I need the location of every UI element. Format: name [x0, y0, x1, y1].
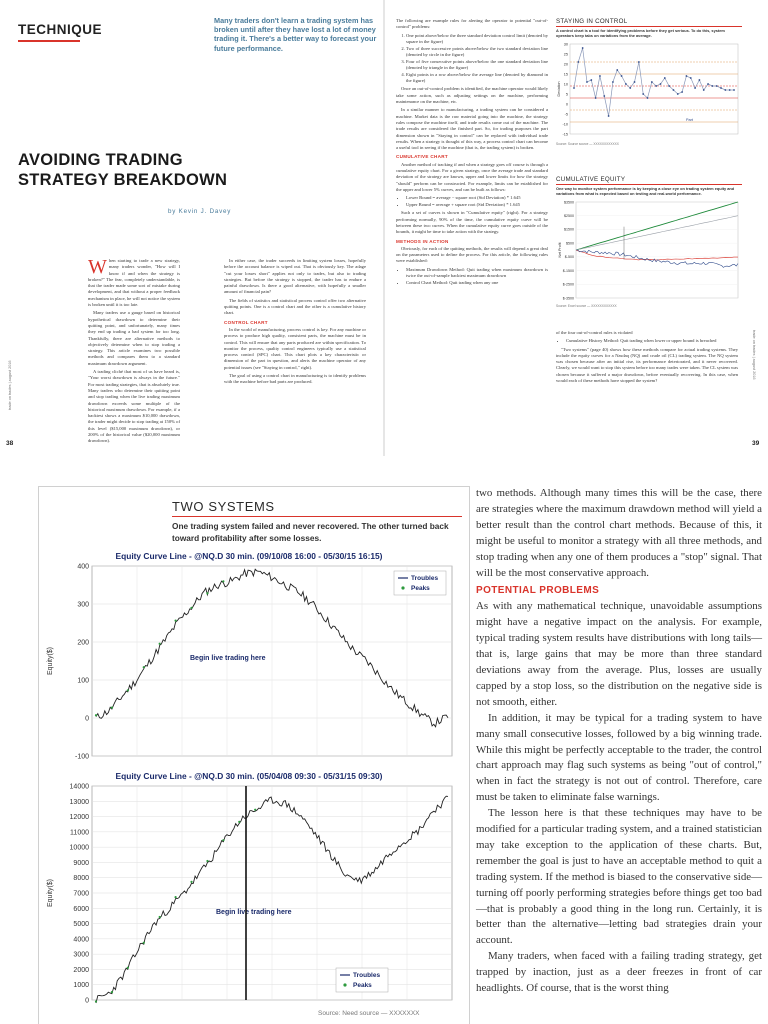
tick-label: 9000 [73, 859, 89, 867]
paragraph: two methods. Although many times this will be the case, there are strategies where the maximum drawdown method will yield a better result than the control chart methods. Because of this, it might be useful to monitor a strategy with all three methods, and stop trading when any one of them produces a "stop" signal. That will be the most conservative approach. [476, 487, 762, 579]
tick-label: $-500 [564, 255, 574, 260]
tick-label: 13000 [69, 798, 89, 806]
legend-label: Peaks [353, 982, 372, 989]
list-item: • Upper Bound = average + square root (Std Deviation) * 1.645 [406, 202, 548, 208]
peak-marker [143, 942, 145, 944]
two-systems-title: TWO SYSTEMS [172, 499, 275, 514]
tick-label: 8000 [73, 875, 89, 883]
subhead: CONTROL CHART [224, 319, 268, 325]
data-point [686, 76, 688, 78]
list-item: 1. One point above/below the three standard deviation control limit (denoted by square in the figure) [406, 33, 548, 46]
nq-equity-chart-2 [40, 768, 458, 1006]
data-point [690, 78, 692, 80]
tick-label: 200 [77, 639, 89, 647]
page-gutter [383, 0, 385, 456]
data-point [625, 84, 627, 86]
peak-marker [222, 839, 224, 841]
paragraph: of the four out-of-control rules is violated [556, 330, 633, 335]
peak-marker [174, 619, 176, 621]
data-point [599, 76, 601, 78]
data-point [590, 80, 592, 82]
y-axis-label: Equity($) [47, 878, 54, 908]
rules-list [406, 33, 548, 85]
peak-marker [174, 896, 176, 898]
tick-label: 6000 [73, 905, 89, 913]
paragraph: In addition, it may be typical for a trading system to have many small consecutive losses, followed by a big winning trade. While this might be perfectly acceptable to the trader, the control chart approach may flag such systems as being "out of control," when in fact the strategy is not out of control. Therefore, care must be taken to eliminate false warnings. [476, 711, 762, 804]
peak-marker [238, 821, 240, 823]
staying-in-control-panel [556, 18, 742, 146]
tick-label: 4000 [73, 936, 89, 944]
panel-title: STAYING IN CONTROL [556, 18, 628, 25]
paragraph: Many traders use a gauge based on historical hypothetical drawdown to determine their quitting point, and unfortunately, many times they end up trading a bad system for too long. Thankfully, there are alternative methods to objectively determine when to stop trading a strategy. This article examines two possible methods and compares them to a standard maximum drawdown argument. [88, 310, 180, 366]
chart-title: Equity Curve Line - @NQ.D 30 min. (09/10/08 16:00 - 05/30/15 16:15) [115, 551, 383, 561]
data-point [694, 88, 696, 90]
tick-label: -100 [74, 753, 89, 761]
data-point [707, 84, 709, 86]
data-point [729, 90, 731, 92]
legend-swatch [401, 586, 404, 589]
peak-marker [206, 860, 208, 862]
two-systems-rule [172, 516, 462, 517]
tick-label: $-2500 [562, 282, 574, 287]
legend-label: Troubles [411, 575, 439, 582]
data-point [681, 92, 683, 94]
methods-list [566, 338, 738, 344]
data-point [703, 90, 705, 92]
tick-label: 12000 [69, 814, 89, 822]
data-point [668, 86, 670, 88]
paragraph: The following are example rules for alerting the operator to potential "out-of-control" problems: [396, 18, 548, 30]
data-point [660, 84, 662, 86]
data-point [647, 98, 649, 100]
side-folio-right: trade on trades | august 2016 [752, 330, 756, 380]
paragraph: When starting to trade a new strategy, many traders wonder, "How will I know if and when the strategy is broken?" The fear, completely understandable, is that the trader made some sort of mistake during development, and that without a proper feedback mechanism in place, he will not notice the system is broken until it is too late. [88, 256, 180, 308]
data-point [638, 62, 640, 64]
legend-label: Part [686, 118, 693, 123]
cumulative-equity-panel [556, 176, 742, 308]
data-point [677, 94, 679, 96]
drop-cap: W [88, 256, 107, 278]
y-axis-label: Equity($) [47, 646, 54, 676]
chart-source: Source: Excel source — XXXXXXXXXXXX [556, 304, 617, 309]
legend-label: Troubles [353, 972, 381, 979]
legend-swatch [343, 983, 346, 986]
annotation-label: Begin live trading here [216, 909, 292, 916]
subhead: CUMULATIVE CHART [396, 154, 448, 160]
section-underline [18, 40, 80, 42]
panel-rule [556, 26, 742, 27]
tick-label: 25 [563, 52, 568, 57]
chart-title: Equity Curve Line - @NQ.D 30 min. (05/04/08 09:30 - 05/31/15 09:30) [115, 771, 383, 781]
peak-marker [111, 991, 113, 993]
list-item: • Maximum Drawdown Method: Quit trading when maximum drawdown is twice the out-of-sample backtest maximum drawdown [406, 267, 548, 280]
peak-marker [206, 592, 208, 594]
peak-marker [143, 666, 145, 668]
data-point [616, 70, 618, 72]
magazine-spread [0, 0, 768, 456]
paragraph: In either case, the trader succeeds in limiting system losses, hopefully before the account balance is wiped out. That is obviously key. The adage "cut your losses short" applies not only to trades, but also to trading strategies. But before the strategy is stopped, the trader has to endure a painful drawdown. Is there a good alternative, with hopefully a smaller amount of financial pain? [224, 258, 366, 295]
subhead: POTENTIAL PROBLEMS [476, 585, 600, 597]
data-point [664, 78, 666, 80]
y-axis-label: Deviation [557, 81, 561, 97]
paragraph: Obviously, for each of the quitting methods, the results will depend a great deal on the parameters used to define the process. For this article, the following rules were established: [396, 245, 548, 264]
peak-marker [127, 689, 129, 691]
list-item: 3. Four of five consecutive points above/below the one standard deviation line (denoted by triangle in the figure) [406, 59, 548, 72]
methods-list [406, 267, 548, 286]
tick-label: 20 [563, 62, 568, 67]
panel-rule [556, 184, 742, 185]
peak-marker [254, 809, 256, 811]
zoomed-page [0, 456, 768, 1024]
text-column-1 [88, 258, 180, 447]
tick-label: 3000 [73, 951, 89, 959]
data-point [582, 48, 584, 50]
peak-marker [127, 967, 129, 969]
panel-subtitle: A control chart is a tool for identifying problems before they get serious. To do this, system operators keep tabs on variations from the average. [556, 28, 725, 39]
tick-label: 0 [565, 102, 568, 107]
cumulative-equity-chart [556, 198, 742, 304]
data-point [621, 76, 623, 78]
data-point [655, 86, 657, 88]
series-line [574, 48, 734, 116]
data-point [716, 86, 718, 88]
list-item: 4. Eight points in a row above/below the average line (denoted by diamond in the figure) [406, 72, 548, 85]
data-point [634, 82, 636, 84]
tick-label: -10 [562, 122, 568, 127]
side-folio-left: trade on trades | august 2016 [8, 360, 12, 410]
paragraph: Many traders, when faced with a failing trading strategy, get trapped by inaction, just as a deer freezes in front of car headlights. Of course, that is the worst thing [476, 950, 762, 995]
data-point [603, 96, 605, 98]
tick-label: $-3500 [562, 296, 574, 301]
peak-marker [159, 916, 161, 918]
data-point [595, 98, 597, 100]
paragraph: Once an out-of-control problem is identified, the machine operator would likely take some action, such as adjusting settings on the machine, performing maintenance on the machine, etc. [396, 86, 548, 105]
paragraph: "Two systems" (page 40) shows how these methods compare for actual trading systems. They include the equity curves for a Nasdaq (NQ) and crude oil (CL) trading system. The NQ system was chosen because after an initial rise, its performance deteriorated, and it never recovered. Clearly, we would want to stop this system before too many trades were taken. The CL system was chosen because it suffered a major drawdown, before eventually recovering. In this case, when would each of these methods have stopped the system? [556, 346, 738, 384]
equity-series-line [576, 202, 738, 250]
list-item: • Cumulative History Method: Quit trading when lower or upper bound is breached [566, 338, 738, 344]
tick-label: $-1500 [562, 269, 574, 274]
bounds-list [406, 195, 548, 208]
data-point [612, 82, 614, 84]
equity-series-line [576, 250, 738, 267]
y-axis-label: Net Profit [558, 242, 562, 258]
tick-label: -5 [564, 112, 568, 117]
paragraph: In a similar manner to manufacturing, a trading system can be considered a machine. Market data is the raw material going into the machine, the strategy rules compose the machine itself, and trade results come out of the machine. The trade results are considered the finished part. So, for trading purposes the part dimension shown in "Staying in control" can be replaced with individual trade results. When a strategy is thought of this way, a process control chart can become a useful tool in seeing if the machine (that is, the trading system) is broken. [396, 107, 548, 151]
tick-label: 100 [77, 677, 89, 685]
article-deck: Many traders don't learn a trading system has broken until after they have lost a lot of money trading it. There's a better way to forecast your future performance. [214, 16, 377, 53]
paragraph: In the world of manufacturing, process control is key. For any machine or process to produce high quality, consistent parts, the machine must be in control. This will ensure that any parts produced are within specification. To monitor the process, quality control engineers typically use a statistical process control (SPC) chart. This chart plots a key characteristic or dimension of the part in question, and alerts the machine operator of any potential issues (see "Staying in control," right). [224, 326, 366, 370]
tick-label: 30 [563, 42, 568, 47]
tick-label: 5000 [73, 921, 89, 929]
two-systems-subtitle: One trading system failed and never recovered. The other turned back toward profitability after some losses. [172, 521, 449, 543]
annotation-label: Begin live trading here [190, 655, 266, 662]
peak-marker [222, 580, 224, 582]
tick-label: 11000 [70, 829, 89, 837]
tick-label: 10000 [69, 844, 89, 852]
list-item: 2. Two of three successive points above/below the two standard deviation line (denoted by circle in the figure) [406, 46, 548, 59]
peak-marker [95, 714, 97, 716]
tick-label: 400 [77, 563, 89, 571]
paragraph: Another method of tracking if and when a strategy goes off course is through a cumulative equity chart. For a given strategy, once the average trade and standard deviation of the strategy are known, upper and lower limits for how the strategy "should" perform can be constructed. For example, limits can be established for the upper and lower 5% curves, and can be built as follows: [396, 161, 548, 192]
plot-area [576, 202, 738, 298]
data-point [608, 116, 610, 118]
peak-marker [190, 881, 192, 883]
data-point [642, 94, 644, 96]
plot-area [570, 44, 738, 134]
data-point [733, 90, 735, 92]
text-column-3 [396, 18, 548, 288]
peak-marker [95, 1000, 97, 1002]
paragraph: As with any mathematical technique, unavoidable assumptions might have a negative impact on the analysis. For example, typical trading system results have distributions with long tails—that is, large gains that may be more than three standard deviations away from the average. Plus, losses are usually capped by a stop loss, so the distribution on the negative side is not smooth, either. [476, 600, 762, 708]
list-item: • Lower Bound = average − square root (Std Deviation) * 1.645 [406, 195, 548, 201]
paragraph: Such a set of curves is shown in "Cumulative equity" (right). For a strategy performing normally, 90% of the time, the cumulative equity curve will be between these two curves. When the cumulative equity curve goes outside of the bounds, it might be time to take action with the strategy. [396, 210, 548, 235]
data-point [577, 62, 579, 64]
data-point [724, 90, 726, 92]
tick-label: $1500 [564, 228, 574, 233]
tick-label: $500 [566, 241, 574, 246]
paragraph: A trading cliché that most of us have heard is, "Your worst drawdown is always in the future." For most trading strategies, that is absolutely true. Many traders who determine their quitting point and stop trading when the live trading maximum drawdown exceeds some multiple of the historical maximum drawdown. For example, if a backtest shows a maximum $10,000 drawdown, the trader might decide to stop trading at 150% of this level ($15,000 maximum drawdown), or 200% of the historical value ($20,000 maximum drawdown). [88, 369, 180, 444]
data-point [720, 88, 722, 90]
subhead: METHODS IN ACTION [396, 238, 449, 244]
page-number-left: 38 [6, 440, 14, 447]
data-point [629, 88, 631, 90]
tick-label: 10 [563, 82, 568, 87]
tick-label: 5 [565, 92, 568, 97]
tick-label: 7000 [73, 890, 89, 898]
tick-label: 15 [563, 72, 568, 77]
article-headline: AVOIDING TRADING STRATEGY BREAKDOWN [18, 151, 228, 189]
equity-series-line [576, 251, 738, 261]
paragraph: The goal of using a control chart in manufacturing is to identify problems with the machine before bad parts are produced. [224, 373, 366, 385]
text-column-4 [556, 330, 738, 386]
tick-label: 300 [77, 601, 89, 609]
panel-subtitle: One way to monitor system performance is by keeping a close eye on trading system equity and variations from what is expected based on testing and real-world performance. [556, 186, 735, 197]
panel-title: CUMULATIVE EQUITY [556, 176, 626, 183]
data-point [673, 90, 675, 92]
paragraph: The lesson here is that these techniques may have to be modified for a particular trading system, and a trained statistician may take exception to the application of these charts. But, remember the goal is just to have an acceptable method to quit a trading system. If the method is biased to the conservative side—turning off poorly performing strategies before things get too bad—that is probably a good thing in the long run. Certainly, it is better than the alternative—letting bad strategies drain your account. [476, 807, 762, 947]
tick-label: 14000 [69, 783, 89, 791]
peak-marker [190, 607, 192, 609]
tick-label: $3500 [564, 200, 574, 205]
peak-marker [111, 706, 113, 708]
list-item: • Control Chart Method: Quit trading when any one [406, 280, 548, 286]
chart-source: Source: Need source — XXXXXXX [318, 1010, 420, 1017]
data-point [573, 88, 575, 90]
data-point [651, 82, 653, 84]
peak-marker [159, 643, 161, 645]
section-label: TECHNIQUE [18, 22, 103, 37]
tick-label: $2500 [564, 214, 574, 219]
tick-label: 1000 [73, 982, 89, 990]
control-chart [556, 40, 742, 142]
data-point [586, 82, 588, 84]
tick-label: 0 [85, 997, 89, 1005]
tick-label: 0 [85, 715, 89, 723]
article-text-right [476, 486, 762, 997]
page-number-right: 39 [752, 440, 760, 447]
tick-label: 2000 [73, 966, 89, 974]
chart-source: Source: Source source — XXXXXXXXXXXX [556, 142, 619, 147]
equity-series-line [576, 216, 738, 250]
data-point [711, 86, 713, 88]
paragraph: The fields of statistics and statistical process control offer two alternative quitting points. One is a control chart and the other is a cumulative history chart. [224, 297, 366, 316]
nq-equity-chart-1 [40, 548, 458, 762]
article-byline: by Kevin J. Davey [168, 208, 232, 215]
tick-label: -15 [562, 132, 568, 137]
legend-label: Peaks [411, 585, 430, 592]
data-point [699, 80, 701, 82]
text-column-2 [224, 258, 366, 388]
